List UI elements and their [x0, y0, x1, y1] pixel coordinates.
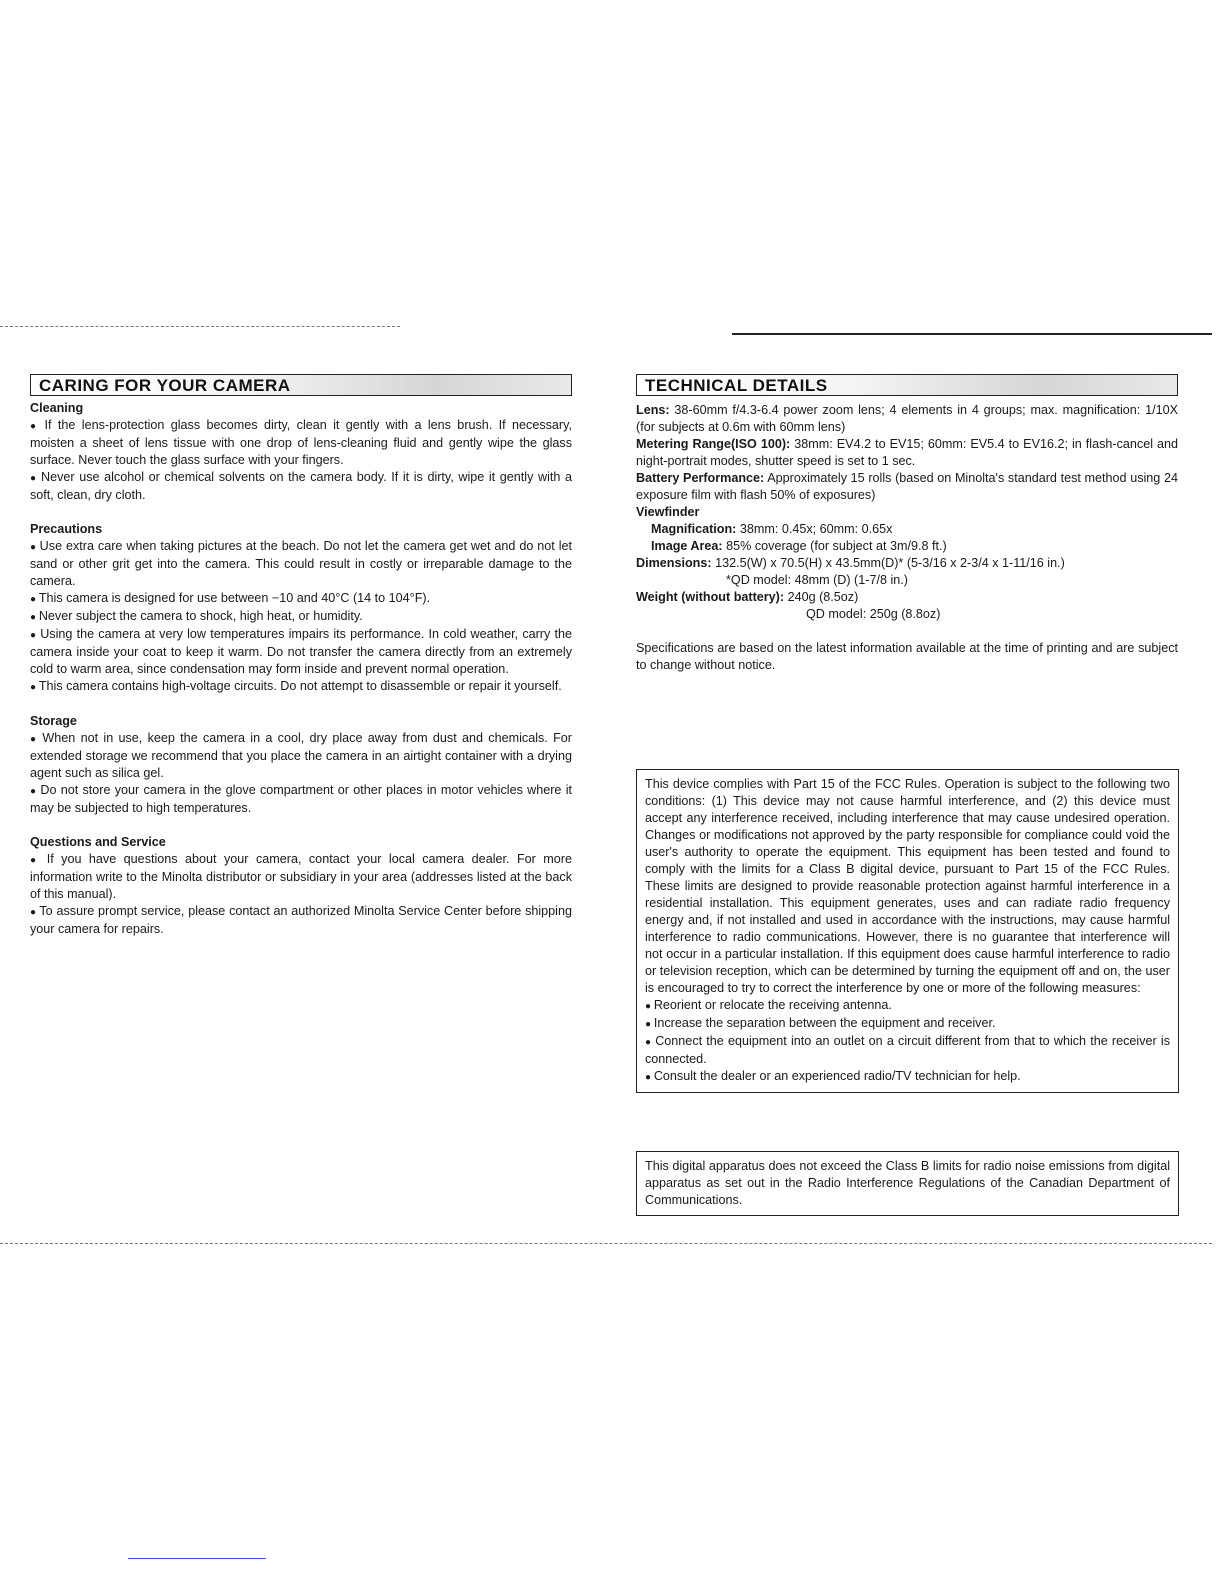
fcc-measure-item: ● Reorient or relocate the receiving antenna. [645, 997, 1170, 1015]
bullet-item: ● Use extra care when taking pictures at the beach. Do not let the camera get wet and do not let sand or other grit get into the camera. This could result in costly or irreparable damage to the camera. [30, 538, 572, 590]
spec-dimensions-value: 132.5(W) x 70.5(H) x 43.5mm(D)* (5-3/16 x 2-3/4 x 1-11/16 in.) [715, 556, 1065, 570]
spec-battery-value: Approximately 15 rolls (based on Minolta's standard test method using 24 exposure film with flash 50% of exposures) [636, 471, 1178, 502]
top-rule-left [0, 326, 400, 327]
fcc-notice-box [636, 769, 1179, 1093]
bottom-underline [128, 1558, 266, 1559]
spec-dimensions-qd: *QD model: 48mm (D) (1-7/8 in.) [726, 573, 908, 587]
spec-battery-label: Battery Performance: [636, 471, 765, 485]
fcc-measure-item: ● Connect the equipment into an outlet on a circuit different from that to which the receiver is connected. [645, 1033, 1170, 1068]
top-rule-right [732, 333, 1212, 335]
bullet-item: ● To assure prompt service, please contact an authorized Minolta Service Center before shipping your camera for repairs. [30, 903, 572, 938]
spec-lens-label: Lens: [636, 403, 670, 417]
spec-metering-value: 38mm: EV4.2 to EV15; 60mm: EV5.4 to EV16.2; in flash-cancel and night-portrait modes, shutter speed is set to 1 sec. [636, 437, 1179, 468]
technical-column [636, 374, 1178, 674]
spec-metering-label: Metering Range(ISO 100): [636, 437, 791, 451]
fcc-measure-item: ● Consult the dealer or an experienced radio/TV technician for help. [645, 1068, 1170, 1086]
bullet-item: ● When not in use, keep the camera in a cool, dry place away from dust and chemicals. For extended storage we recommend that you place the camera in an airtight container with a drying agent such as silica gel. [30, 730, 572, 782]
bullet-item: ● Do not store your camera in the glove compartment or other places in motor vehicles where it may be subjected to high temperatures. [30, 782, 572, 817]
fcc-measure-item: ● Increase the separation between the equipment and receiver. [645, 1015, 1170, 1033]
spec-lens [636, 402, 1178, 436]
bullet-item: ● This camera is designed for use between −10 and 40°C (14 to 104°F). [30, 590, 572, 608]
bullet-item: ● Never use alcohol or chemical solvents on the camera body. If it is dirty, wipe it gently with a soft, clean, dry cloth. [30, 469, 572, 504]
spec-battery [636, 470, 1178, 504]
spec-lens-value: 38-60mm f/4.3-6.4 power zoom lens; 4 elements in 4 groups; max. magnification: 1/10X (for subjects at 0.6m with 60mm lens) [636, 403, 1179, 434]
section-title-precautions: Precautions [30, 522, 103, 536]
section-title-cleaning: Cleaning [30, 401, 84, 415]
canada-notice-text: This digital apparatus does not exceed the Class B limits for radio noise emissions from digital apparatus as set out in the Radio Interference Regulations of the Canadian Department of Communications. [645, 1159, 1170, 1207]
spec-note: Specifications are based on the latest information available at the time of printing and are subject to change without notice. [636, 641, 1178, 672]
bullet-item: ● If the lens-protection glass becomes dirty, clean it gently with a lens brush. If necessary, moisten a sheet of lens tissue with one drop of lens-cleaning fluid and gently wipe the glass surface. Never touch the glass surface with your fingers. [30, 417, 572, 469]
technical-header-title: TECHNICAL DETAILS [645, 375, 828, 395]
section-title-questions: Questions and Service [30, 835, 166, 849]
spec-magnification-value: 38mm: 0.45x; 60mm: 0.65x [739, 522, 893, 536]
spec-weight [636, 589, 1178, 606]
spec-weight-label: Weight (without battery): [636, 590, 785, 604]
bullet-item: ● This camera contains high-voltage circuits. Do not attempt to disassemble or repair it yourself. [30, 678, 572, 696]
spec-dimensions [636, 555, 1178, 572]
caring-header-title: CARING FOR YOUR CAMERA [39, 375, 291, 395]
spec-image-area-label: Image Area: [651, 539, 723, 553]
spec-weight-value: 240g (8.5oz) [787, 590, 859, 604]
caring-header [30, 374, 572, 396]
spec-dimensions-label: Dimensions: [636, 556, 712, 570]
bullet-item: ● Never subject the camera to shock, high heat, or humidity. [30, 608, 572, 626]
bullet-item: ● Using the camera at very low temperatures impairs its performance. In cold weather, carry the camera inside your coat to keep it warm. Do not transfer the camera directly from an extremely cold to warm area, since condensation may form inside and prevent normal operation. [30, 626, 572, 678]
spec-magnification [636, 521, 1178, 538]
caring-column [30, 374, 572, 938]
spec-viewfinder-label: Viewfinder [636, 505, 700, 519]
spec-metering [636, 436, 1178, 470]
section-title-storage: Storage [30, 714, 77, 728]
technical-header [636, 374, 1178, 396]
bottom-rule [0, 1243, 1212, 1244]
spec-image-area [636, 538, 1178, 555]
spec-weight-qd: QD model: 250g (8.8oz) [806, 607, 941, 621]
spec-magnification-label: Magnification: [651, 522, 737, 536]
canada-notice-box [636, 1151, 1179, 1216]
bullet-item: ● If you have questions about your camera, contact your local camera dealer. For more information write to the Minolta distributor or subsidiary in your area (addresses listed at the back of this manual). [30, 851, 572, 903]
fcc-notice-text: This device complies with Part 15 of the FCC Rules. Operation is subject to the following two conditions: (1) This device may not cause harmful interference, and (2) this device must accept any interference received, including interference that may cause undesired operation. Changes or modifications not approved by the party responsible for compliance could void the user's authority to operate the equipment. This equipment has been tested and found to comply with the limits for a Class B digital device, pursuant to Part 15 of the FCC Rules. These limits are designed to provide reasonable protection against harmful interference in a residential installation. This equipment generates, uses and can radiate radio frequency energy and, if not installed and used in accordance with the instructions, may cause harmful interference to radio communications. However, there is no guarantee that interference will not occur in a particular installation. If this equipment does cause harmful interference to radio or television reception, which can be determined by turning the equipment off and on, the user is encouraged to try to correct the interference by one or more of the following measures: [645, 777, 1170, 995]
spec-image-area-value: 85% coverage (for subject at 3m/9.8 ft.) [726, 539, 947, 553]
